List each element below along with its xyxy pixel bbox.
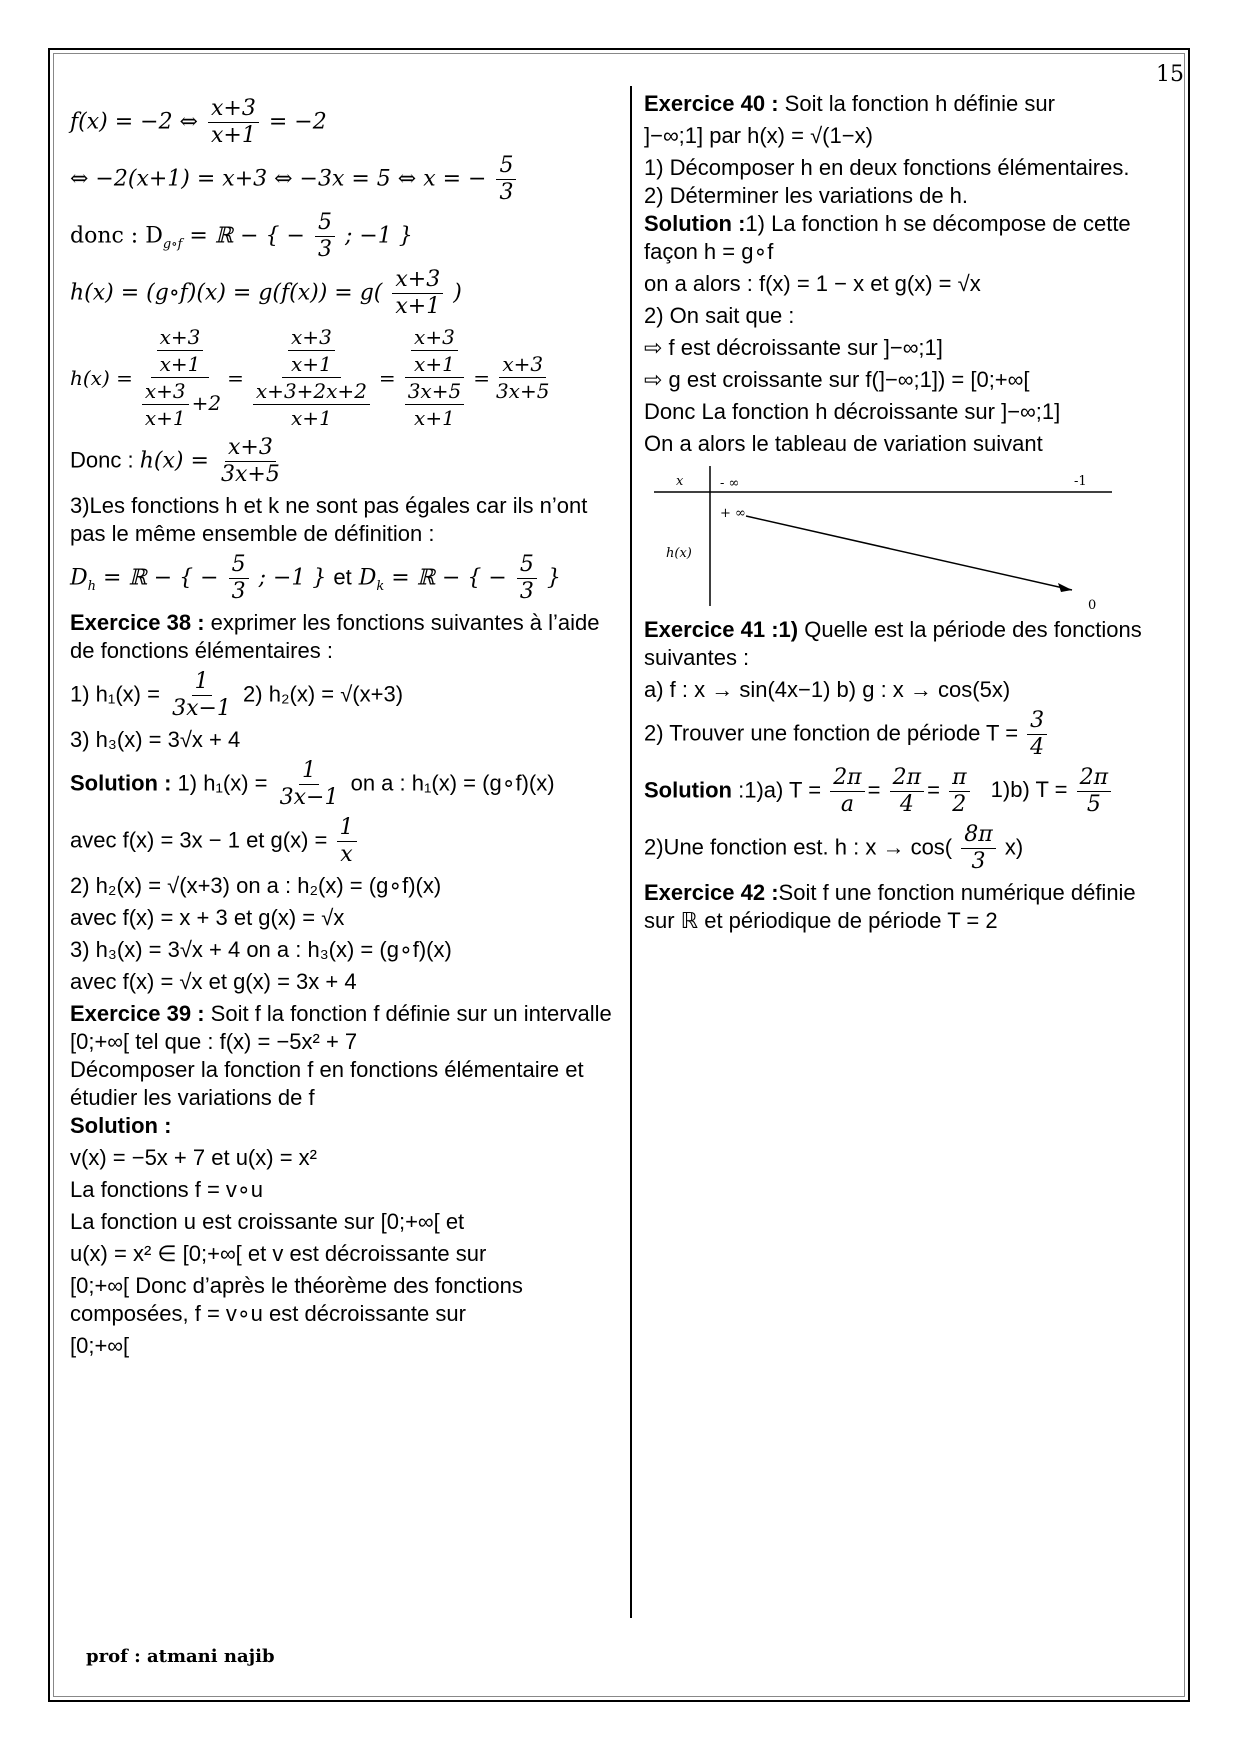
table-h-start: + ∞ xyxy=(720,506,746,521)
fraction: $\frac{5}{3}$ xyxy=(315,210,335,263)
fraction: $\frac{2\pi}{4}$ xyxy=(890,765,924,818)
exercise-41: Exercice 41 :1) Quelle est la période des fonctions suivantes : xyxy=(644,617,1142,670)
solution-39-title: Solution : xyxy=(70,1113,172,1138)
fraction: $\frac{5}{3}$ xyxy=(496,153,516,206)
author-footer: prof : atmani najib xyxy=(86,1646,275,1667)
variation-table xyxy=(654,466,1114,613)
exercise-41-2: 2) Trouver une fonction de période T = $\frac{3}{4}$ xyxy=(644,708,1164,761)
fraction: $\frac{5}{3}$ xyxy=(517,552,537,605)
solution-41-2: 2)Une fonction est. h : x → cos( $\frac{8\pi}{3}$ x) xyxy=(644,822,1024,874)
eq-line-3: donc : $D_{g\circ f}$ = ℝ − { − $\frac{5}{3}$ ; −1 } xyxy=(70,210,413,262)
eq-line-5: h(x) = $\frac{x+3}{x+1}$ $\frac{x+3}{x+1}$ +2 = $\frac{\frac{x+3}{x+1}}{\frac{x+3+2x+2}{x+1}}$ = $\frac{\frac{x+3}{x+1}}{\frac{3x+5}{x+1}}$ = $\frac{x+3}{3x+5}$ xyxy=(70,324,618,431)
fraction: $\frac{2\pi}{5}$ xyxy=(1077,765,1111,818)
fraction: $\frac{x+3}{x+1}$ xyxy=(208,96,259,149)
solution-39-5: [0;+∞[ Donc d’après le théorème des fonctions composées, f = v∘u est décroissante sur xyxy=(70,1273,523,1326)
eq-line-2: ⇔ −2(x+1) = x+3 ⇔ −3x = 5 ⇔ x = − $\frac{5}{3}$ xyxy=(70,153,618,206)
solution-41-1: Solution :1)a) T = $\frac{2\pi}{a}$ = $\frac{2\pi}{4}$ = $\frac{\pi}{2}$ 1)b) T = $\frac{2\pi}{5}$ xyxy=(644,765,1164,818)
table-x-start: - ∞ xyxy=(720,476,740,491)
fraction: $\frac{5}{3}$ xyxy=(229,552,249,605)
eq-line-4: h(x) = (g∘f)(x) = g(f(x)) = g( $\frac{x+3}{x+1}$ ) xyxy=(70,267,462,319)
table-x-end: -1 xyxy=(1074,474,1087,489)
domains-line: $D_h$ = ℝ − { − $\frac{5}{3}$ ; −1 } et $D_k$ = ℝ − { − $\frac{5}{3}$ } xyxy=(70,552,561,604)
fraction: $\frac{8\pi}{3}$ xyxy=(961,822,995,875)
fraction: $\frac{3}{4}$ xyxy=(1027,708,1047,761)
fraction: $\frac{x+3}{3x+5}$ xyxy=(495,352,550,403)
fraction: $\frac{2\pi}{a}$ xyxy=(830,765,864,818)
exercise-42: Exercice 42 :Soit f une fonction numérique définie sur ℝ et périodique de période T = 2 xyxy=(644,880,1136,933)
exercise-39: Exercice 39 : Soit f la fonction f définie sur un intervalle [0;+∞[ tel que : f(x) = −5x² + 7 xyxy=(70,1001,612,1054)
fraction: $\frac{\pi}{2}$ xyxy=(949,765,969,818)
solution-38-2b: avec f(x) = x + 3 et g(x) = √x xyxy=(70,905,345,930)
solution-39-4: u(x) = x² ∈ [0;+∞[ et v est décroissante sur xyxy=(70,1241,487,1266)
result-line: Donc : h(x) = $\frac{x+3}{3x+5}$ xyxy=(70,435,618,488)
solution-39-1: v(x) = −5x + 7 et u(x) = x² xyxy=(70,1145,317,1170)
exercise-38: Exercice 38 : exprimer les fonctions suivantes à l’aide de fonctions élémentaires : xyxy=(70,610,600,663)
arrow-head xyxy=(1058,583,1072,592)
right-column xyxy=(644,90,1164,935)
solution-38-3b: avec f(x) = √x et g(x) = 3x + 4 xyxy=(70,969,357,994)
exercise-40: Exercice 40 : Soit la fonction h définie sur xyxy=(644,91,1055,116)
fraction: $\frac{1}{x}$ xyxy=(337,815,357,868)
exercise-40-q1: 1) Décomposer h en deux fonctions élémentaires. xyxy=(644,155,1130,180)
solution-39-2: La fonctions f = v∘u xyxy=(70,1177,263,1202)
exercise-41-a: a) f : x → sin(4x−1) b) g : x → cos(5x) xyxy=(644,677,1011,702)
ex38-items-1-2: 1) h₁(x) = $\frac{1}{3x-1}$ 2) h₂(x) = √(x+3) xyxy=(70,669,404,721)
solution-40-7: On a alors le tableau de variation suivant xyxy=(644,431,1043,456)
solution-38-3: 3) h₃(x) = 3√x + 4 on a : h₃(x) = (g∘f)(x) xyxy=(70,937,452,962)
table-h-end: 0 xyxy=(1088,598,1097,613)
solution-39-3: La fonction u est croissante sur [0;+∞[ et xyxy=(70,1209,465,1234)
solution-38-2: 2) h₂(x) = √(x+3) on a : h₂(x) = (g∘f)(x) xyxy=(70,873,442,898)
exercise-40-domain: ]−∞;1] par h(x) = √(1−x) xyxy=(644,123,873,148)
compound-fraction-b: $\frac{\frac{x+3}{x+1}}{\frac{x+3+2x+2}{x+1}}$ xyxy=(247,324,376,431)
solution-40-3: 2) On sait que : xyxy=(644,303,795,328)
fraction: $\frac{1}{3x-1}$ xyxy=(172,669,231,721)
column-divider xyxy=(630,86,632,1618)
exercise-40-q2: 2) Déterminer les variations de h. xyxy=(644,183,969,208)
solution-40-4: ⇨ f est décroissante sur ]−∞;1] xyxy=(644,335,943,360)
eq-line-1: f(x) = −2 ⇔ $\frac{x+3}{x+1}$ = −2 xyxy=(70,96,327,148)
page-number: 15 xyxy=(1156,62,1184,87)
solution-40-5: ⇨ g est croissante sur f(]−∞;1]) = [0;+∞[ xyxy=(644,367,1030,392)
left-column xyxy=(70,92,618,1364)
decreasing-arrow xyxy=(746,516,1072,590)
solution-38-1: Solution : 1) h₁(x) = $\frac{1}{3x-1}$ on a : h₁(x) = (g∘f)(x) xyxy=(70,758,555,810)
table-x-label: x xyxy=(676,474,684,489)
fraction: $\frac{1}{3x-1}$ xyxy=(279,758,339,810)
fraction: $\frac{x+3}{3x+5}$ xyxy=(221,435,280,487)
exercise-39-text: Décomposer la fonction f en fonctions élémentaire et étudier les variations de f xyxy=(70,1057,584,1110)
solution-40-6: Donc La fonction h décroissante sur ]−∞;1] xyxy=(644,399,1061,424)
compound-fraction-a: $\frac{x+3}{x+1}$ $\frac{x+3}{x+1}$ +2 xyxy=(136,324,224,431)
paragraph-3: 3)Les fonctions h et k ne sont pas égales car ils n’ont pas le même ensemble de définition : xyxy=(70,493,588,546)
table-h-label: h(x) xyxy=(666,546,692,561)
fraction: $\frac{x+3}{x+1}$ xyxy=(392,267,443,320)
solution-40-2: on a alors : f(x) = 1 − x et g(x) = √x xyxy=(644,271,981,296)
solution-38-1b: avec f(x) = 3x − 1 et g(x) = $\frac{1}{x}$ xyxy=(70,815,618,868)
solution-39-6: [0;+∞[ xyxy=(70,1333,130,1358)
ex38-item-3: 3) h₃(x) = 3√x + 4 xyxy=(70,727,241,752)
compound-fraction-c: $\frac{\frac{x+3}{x+1}}{\frac{3x+5}{x+1}}$ xyxy=(399,324,471,431)
solution-40-1: Solution :1) La fonction h se décompose de cette façon h = g∘f xyxy=(644,211,1131,264)
